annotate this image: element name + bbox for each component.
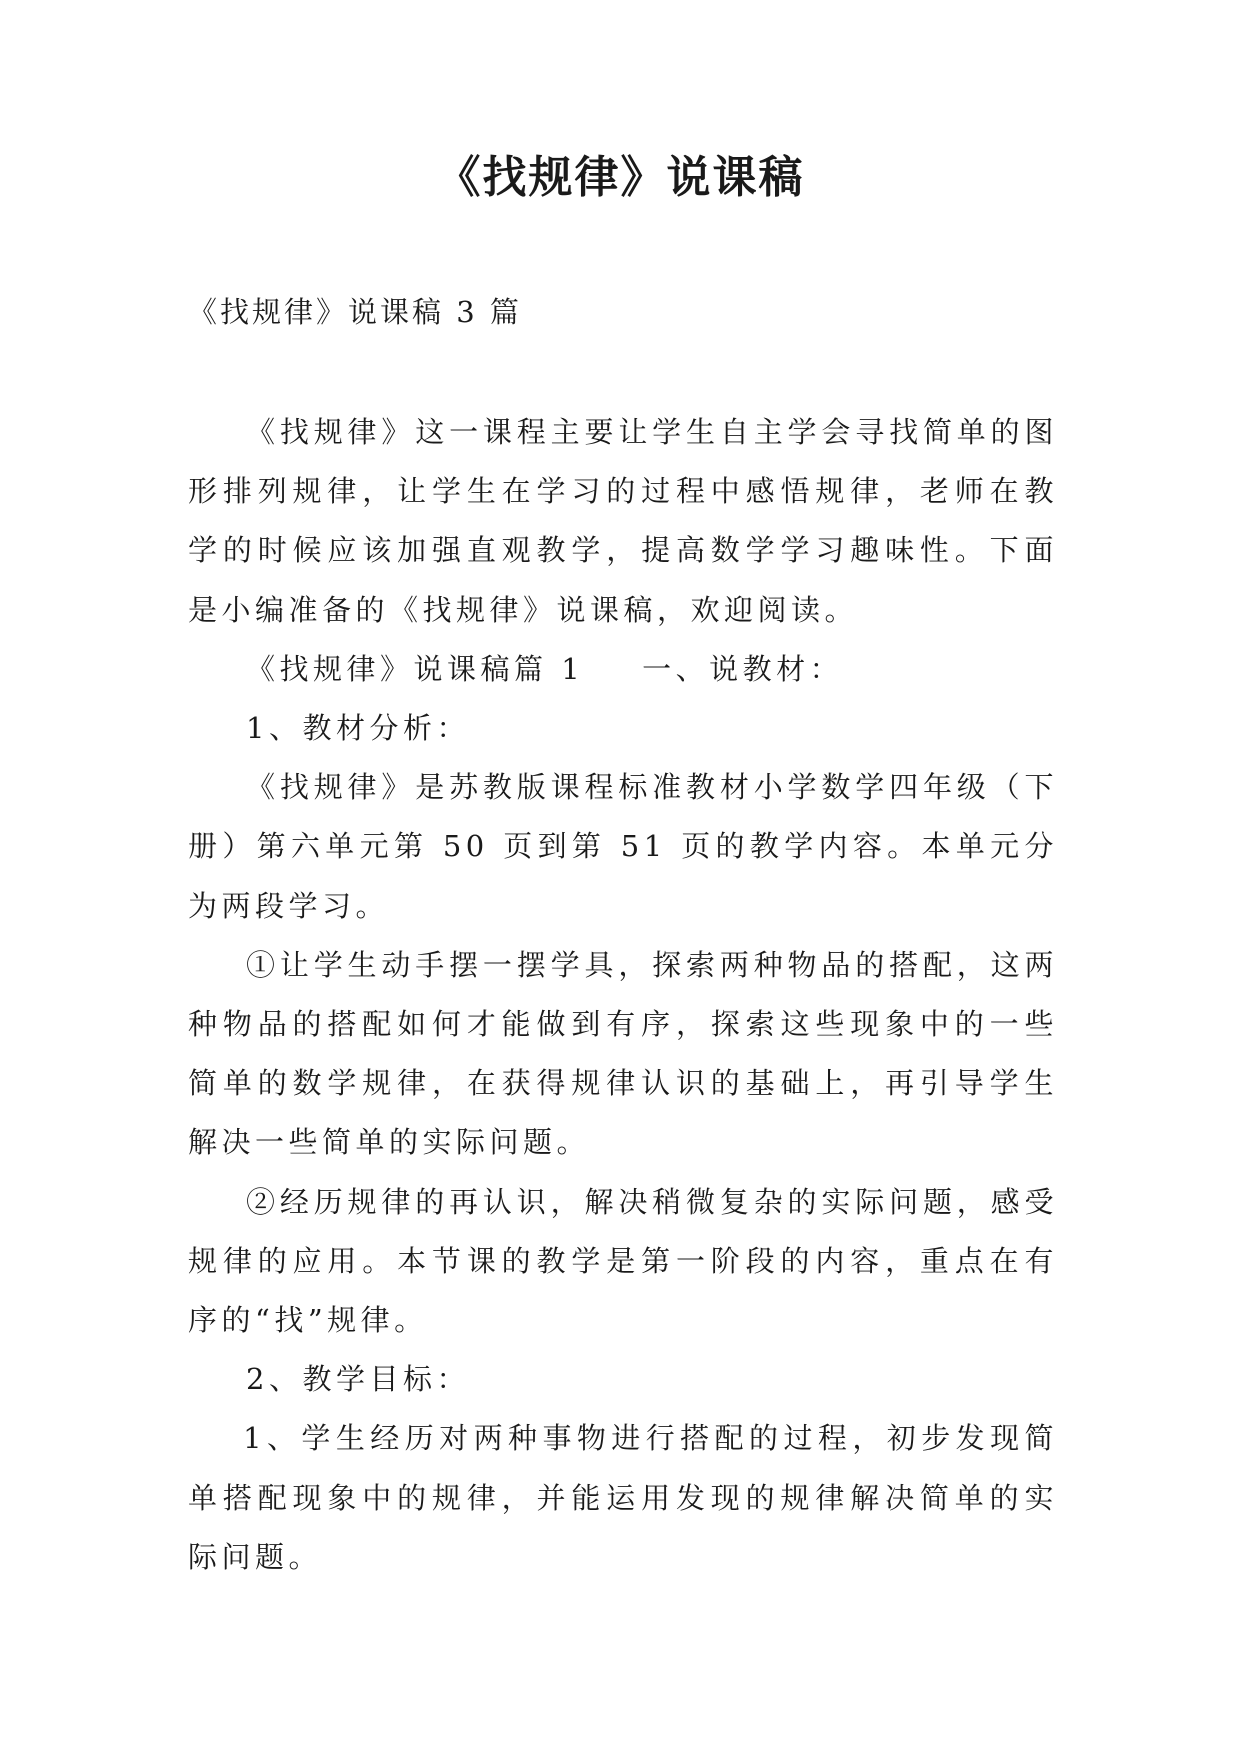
- section-heading: 一、说教材：: [642, 651, 844, 686]
- item2-heading: 2、教学目标：: [246, 1362, 470, 1397]
- section-line: [188, 640, 1058, 699]
- item1-paragraph: 《找规律》是苏教版课程标准教材小学数学四年级（下册）第六单元第 50 页到第 51 页的教学内容。本单元分为两段学习。: [188, 770, 1058, 923]
- stage1-paragraph: ①让学生动手摆一摆学具，探索两种物品的搭配，这两种物品的搭配如何才能做到有序，探索这些现象中的一些简单的数学规律，在获得规律认识的基础上，再引导学生解决一些简单的实际问题。: [188, 947, 1058, 1160]
- item1-heading: 1、教材分析：: [246, 711, 470, 746]
- document-title: 《找规律》说课稿: [436, 152, 805, 203]
- section-label: 《找规律》说课稿篇 1: [246, 651, 585, 686]
- goal1-paragraph: 1、学生经历对两种事物进行搭配的过程，初步发现简单搭配现象中的规律，并能运用发现的规律解决简单的实际问题。: [188, 1421, 1058, 1574]
- intro-paragraph: 《找规律》这一课程主要让学生自主学会寻找简单的图形排列规律，让学生在学习的过程中感悟规律，老师在教学的时候应该加强直观教学，提高数学学习趣味性。下面是小编准备的《找规律》说课稿，欢迎阅读。: [188, 415, 1058, 627]
- stage2-paragraph: ②经历规律的再认识，解决稍微复杂的实际问题，感受规律的应用。本节课的教学是第一阶段的内容，重点在有序的“找”规律。: [188, 1184, 1058, 1338]
- document-subtitle: 《找规律》说课稿 3 篇: [188, 295, 522, 329]
- document-body: [188, 403, 1058, 1587]
